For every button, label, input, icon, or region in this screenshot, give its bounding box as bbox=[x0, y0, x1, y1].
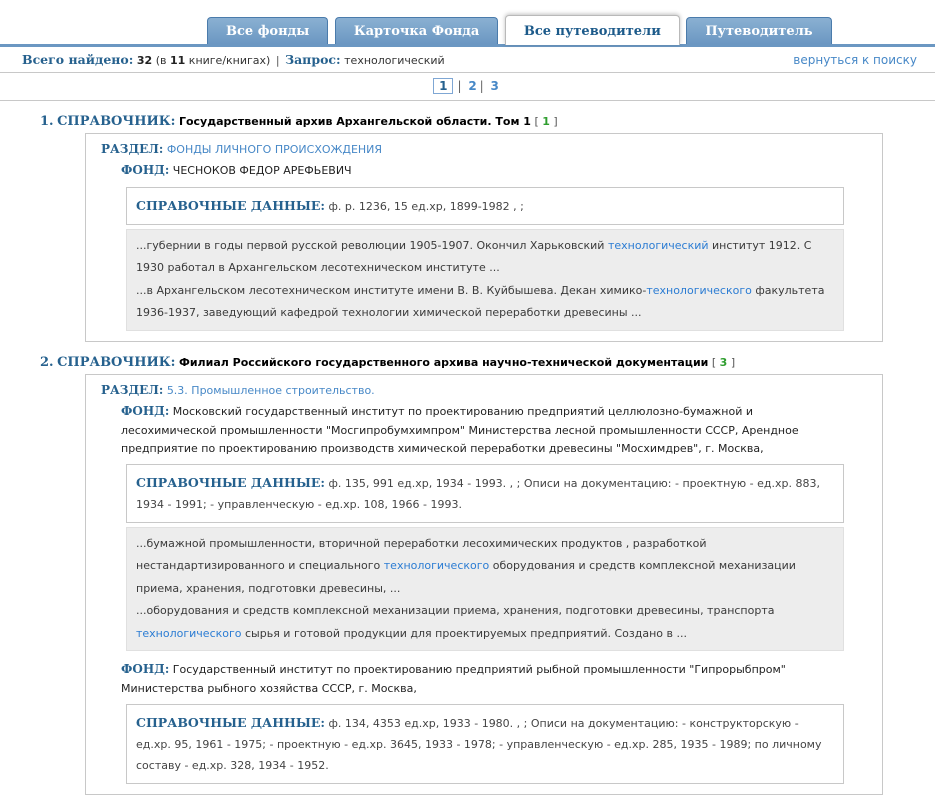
snippet-box bbox=[126, 229, 844, 331]
search-summary-row bbox=[0, 47, 935, 73]
section-link[interactable]: 5.3. Промышленное строительство. bbox=[166, 383, 375, 397]
section-link[interactable]: ФОНДЫ ЛИЧНОГО ПРОИСХОЖДЕНИЯ bbox=[166, 143, 383, 156]
highlighted-term: технологического bbox=[383, 559, 490, 573]
page-separator: | bbox=[479, 79, 484, 93]
result-heading bbox=[40, 355, 935, 370]
books-count: 11 bbox=[169, 54, 186, 67]
fund-label: ФОНД: bbox=[121, 163, 170, 177]
fund-value: Государственный институт по проектированию предприятий рыбной промышленности "Гипрорыбпром" Министерства рыбного хозяйства СССР, г. Москва, bbox=[121, 663, 786, 696]
result-body bbox=[85, 133, 883, 342]
search-result-1 bbox=[0, 114, 935, 342]
bracket-open: [ bbox=[534, 115, 539, 128]
fund-line bbox=[86, 399, 882, 460]
fund-value: Московский государственный институт по проектированию предприятий целлюлозно-бумажной и лесохимической промышленности "Мосгипробумхимпром" Министерства лесной промышленности СССР, Арендное предприятие по проектированию производств химической переработки древесины "Мосхимдрев", г. Москва, bbox=[121, 404, 799, 455]
result-number: 2. bbox=[40, 354, 54, 370]
reference-data-label: СПРАВОЧНЫЕ ДАННЫЕ: bbox=[136, 715, 325, 731]
found-count: 32 bbox=[136, 54, 153, 67]
in-books-prefix: (в bbox=[155, 54, 167, 67]
fund-label: ФОНД: bbox=[121, 403, 170, 418]
section-line bbox=[86, 139, 882, 158]
fund-value: ЧЕСНОКОВ ФЕДОР АРЕФЬЕВИЧ bbox=[172, 164, 352, 177]
search-summary bbox=[22, 52, 445, 67]
result-body bbox=[85, 374, 883, 795]
page-separator: | bbox=[457, 79, 462, 93]
reference-data-label: СПРАВОЧНЫЕ ДАННЫЕ: bbox=[136, 474, 325, 490]
directory-title: Филиал Российского государственного архива научно-технической документации bbox=[178, 355, 709, 369]
reference-data-label: СПРАВОЧНЫЕ ДАННЫЕ: bbox=[136, 197, 325, 213]
highlighted-term: технологического bbox=[136, 626, 242, 640]
snippet-paragraph bbox=[136, 280, 834, 325]
section-line bbox=[86, 380, 882, 399]
page-link-2[interactable]: 2 bbox=[468, 79, 477, 93]
in-books-suffix: книге/книгах) bbox=[188, 54, 271, 67]
page-link-3[interactable]: 3 bbox=[490, 79, 499, 93]
page-current: 1 bbox=[433, 78, 453, 94]
fund-line bbox=[86, 158, 882, 183]
tab-all-guides[interactable]: Все путеводители bbox=[505, 15, 680, 45]
tab-guide[interactable]: Путеводитель bbox=[686, 17, 831, 44]
snippet-text: ...губернии в годы первой русской революции 1905-1907. Окончил Харьковский bbox=[136, 238, 608, 252]
snippet-paragraph bbox=[136, 235, 834, 280]
back-to-search-link[interactable]: вернуться к поиску bbox=[793, 52, 917, 67]
reference-data-value: ф. 135, 991 ед.хр, 1934 - 1993. , ; Описи на документацию: - проектную - ед.хр. 883, 1934 - 1991; - управленческую - ед.хр. 108, 1966 - 1993. bbox=[136, 476, 820, 511]
snippet-text: ...бумажной промышленности, вторичной переработки лесохимических продуктов , разработкой нестандартизированного и специального bbox=[136, 536, 707, 573]
tab-fund-card[interactable]: Карточка Фонда bbox=[335, 17, 499, 44]
snippet-box bbox=[126, 527, 844, 652]
directory-label: СПРАВОЧНИК: bbox=[57, 114, 176, 129]
query-value: технологический bbox=[344, 54, 445, 67]
snippet-text: факультета 1936-1937, заведующий кафедрой технологии химической переработки древесины ... bbox=[136, 283, 825, 320]
pagination bbox=[0, 73, 935, 101]
match-count: 1 bbox=[542, 115, 550, 128]
reference-data-value: ф. р. 1236, 15 ед.хр, 1899-1982 , ; bbox=[328, 199, 524, 213]
directory-title: Государственный архив Архангельской области. Том 1 bbox=[178, 115, 531, 128]
reference-data-box bbox=[126, 187, 844, 225]
result-heading bbox=[40, 114, 935, 129]
directory-label: СПРАВОЧНИК: bbox=[57, 354, 176, 370]
section-label: РАЗДЕЛ: bbox=[101, 142, 164, 156]
match-count: 3 bbox=[719, 355, 728, 369]
reference-data-box bbox=[126, 704, 844, 784]
section-label: РАЗДЕЛ: bbox=[101, 382, 164, 397]
highlighted-term: технологический bbox=[607, 238, 709, 252]
result-number: 1. bbox=[40, 114, 54, 129]
snippet-paragraph bbox=[136, 533, 834, 601]
bracket-close: ] bbox=[553, 115, 558, 128]
search-result-2 bbox=[0, 355, 935, 795]
snippet-text: ...в Архангельском лесотехническом институте имени В. В. Куйбышева. Декан химико- bbox=[136, 283, 647, 297]
bracket-open: [ bbox=[711, 355, 717, 369]
tab-all-funds[interactable]: Все фонды bbox=[207, 17, 328, 44]
tab-bar bbox=[0, 0, 935, 47]
highlighted-term: технологического bbox=[646, 283, 752, 297]
query-label: Запрос: bbox=[285, 52, 341, 67]
fund-line bbox=[86, 657, 882, 700]
snippet-text: сырья и готовой продукции для проектируемых предприятий. Создано в ... bbox=[241, 626, 687, 640]
reference-data-box bbox=[126, 464, 844, 523]
snippet-text: институт 1912. С 1930 работал в Архангельском лесотехническом институте ... bbox=[136, 238, 812, 275]
snippet-text: оборудования и средств комплексной механизации приема, хранения, подготовки древесины, ... bbox=[136, 559, 796, 595]
reference-data-value: ф. 134, 4353 ед.хр, 1933 - 1980. , ; Описи на документацию: - конструкторскую - ед.хр. 95, 1961 - 1975; - проектную - ед.хр. 3645, 1933 - 1978; - управленческую - ед.хр. 285, 1935 - 1989; по личному составу - ед.хр. 328, 1934 - 1952. bbox=[136, 717, 822, 773]
found-label: Всего найдено: bbox=[22, 52, 134, 67]
fund-label: ФОНД: bbox=[121, 662, 170, 677]
bracket-close: ] bbox=[730, 355, 736, 369]
snippet-text: ...оборудования и средств комплексной механизации приема, хранения, подготовки древесины, транспорта bbox=[136, 604, 775, 618]
summary-separator: | bbox=[275, 54, 280, 67]
snippet-paragraph bbox=[136, 600, 834, 645]
